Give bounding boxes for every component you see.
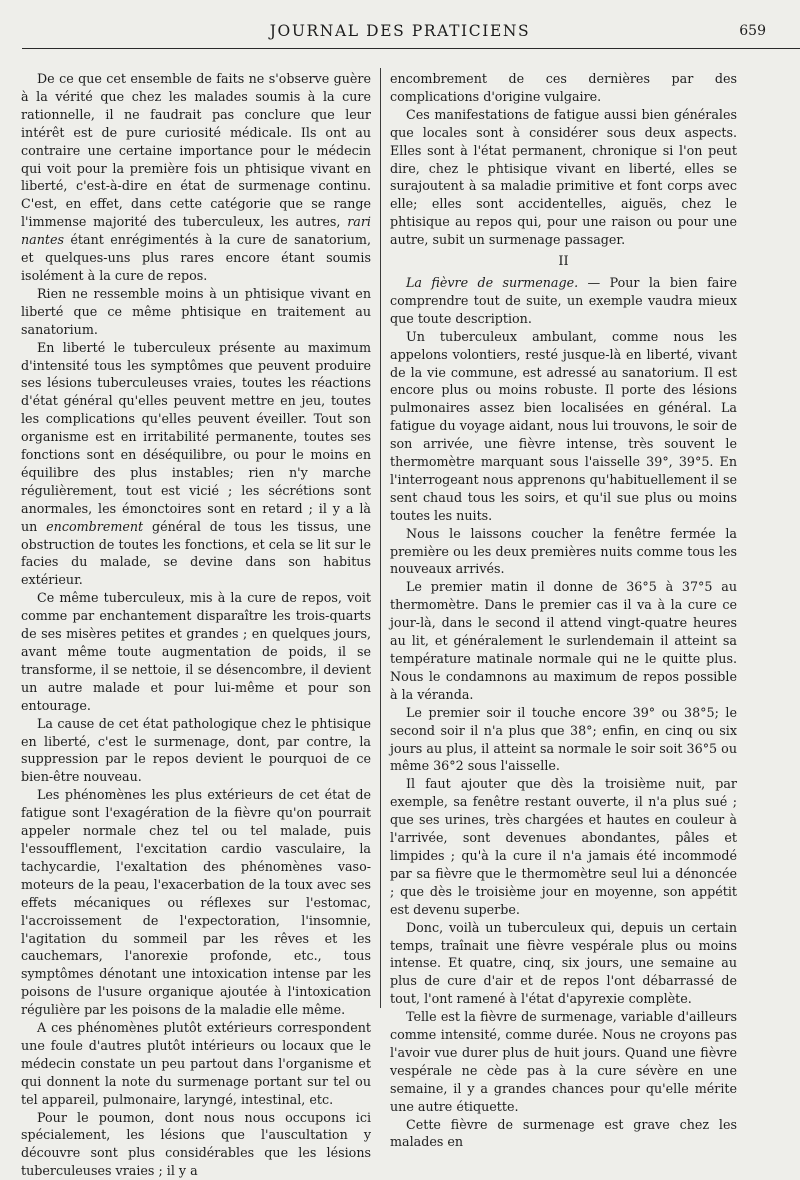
section-title: La fièvre de surmenage. [406, 274, 579, 290]
paragraph: Les phénomènes les plus extérieurs de cet état de fatigue sont l'exagération de la fièvre qu'on pourrait appeler normale chez tel ou tel malade, puis l'essoufflement, l'excitation cardio vasculaire, la tachycardie, l'exaltation des phénomènes vaso-moteurs de la peau, l'exacerbation de la toux avec ses effets mécaniques ou réflexes sur l'estomac, l'accroissement de l'expectoration, l'insomnie, l'agitation du sommeil par les rêves et les cauchemars, l'anorexie profonde, etc., tous symptômes dénotant une intoxication intense par les poisons de l'usure organique ajoutée à l'intoxication régulière par les poisons de la maladie elle même. [21, 787, 371, 1018]
page-header [0, 14, 800, 54]
paragraph: Un tuberculeux ambulant, comme nous les appelons volontiers, resté jusque-là en liberté, vivant de la vie commune, est adressé au sanatorium. Il est encore plus ou moins robuste. Il porte des lésions pulmonaires assez bien localisées en général. La fatigue du voyage aidant, nous lui trouvons, le soir de son arrivée, une fièvre intense, très souvent le thermomètre marquant sous l'aisselle 39°, 39°5. En l'interrogeant nous apprenons qu'habituellement il se sent chaud tous les soirs, et qu'il sue plus ou moins toutes les nuits. [390, 328, 737, 523]
paragraph: Il faut ajouter que dès la troisième nuit, par exemple, sa fenêtre restant ouverte, il n'a plus sué ; que ses urines, très chargées et hautes en couleur à l'arrivée, sont devenues abondantes, pâles et limpides ; qu'à la cure il n'a jamais été incommodé par sa fièvre que le thermomètre seul lui a dénoncée ; que dès le troisième jour en moyenne, son appétit est devenu superbe. [390, 776, 737, 917]
header-rule [22, 48, 800, 49]
paragraph-text: De ce que cet ensemble de faits ne s'observe guère à la vérité que chez les malades soumis à la cure rationnelle, il ne faudrait pas conclure que leur intérêt est de pure curiosité médicale. Ils ont au contraire une certaine importance pour le médecin qui voit pour la première fois un phtisique vivant en liberté, c'est-à-dire en état de surmenage continu. C'est, en effet, dans cette catégorie que se range l'immense majorité des tuberculeux, les autres, [21, 71, 371, 230]
paragraph: Nous le laissons coucher la fenêtre fermée la première ou les deux premières nuits comme tous les nouveaux arrivés. [390, 525, 737, 577]
paragraph: Rien ne ressemble moins à un phtisique vivant en liberté que ce même phtisique en traitement au sanatorium. [21, 285, 371, 337]
paragraph: Ces manifestations de fatigue aussi bien générales que locales sont à considérer sous deux aspects. Elles sont à l'état permanent, chronique si l'on peut dire, chez le phtisique vivant en liberté, elles se surajoutent à sa maladie primitive et font corps avec elle; elles sont accidentelles, aiguës, chez le phtisique au repos qui, pour une raison ou pour une autre, subit un surmenage passager. [390, 106, 737, 248]
paragraph: encombrement de ces dernières par des complications d'origine vulgaire. [390, 71, 737, 104]
italic-term: rari nantes [21, 214, 371, 248]
paragraph: Pour le poumon, dont nous nous occupons ici spécialement, les lésions que l'auscultation y découvre sont plus considérables que les lésions tuberculeuses vraies ; il y a [21, 1109, 371, 1179]
paragraph: Donc, voilà un tuberculeux qui, depuis un certain temps, traînait une fièvre vespérale plus ou moins intense. Et quatre, cinq, six jours, une semaine au plus de cure d'air et de repos l'ont débarrassé de tout, l'ont ramené à l'état d'apyrexie complète. [390, 919, 737, 1007]
paragraph-text: En liberté le tuberculeux présente au maximum d'intensité tous les symptômes que peuvent produire ses lésions tuberculeuses vraies, toutes les réactions d'état général qu'elles peuvent mettre en jeu, toutes les complications qu'elles peuvent éveiller. Tout son organisme est en irritabilité permanente, toutes ses fonctions sont en déséquilibre, ou pour le moins en équilibre des plus instables; rien n'y marche régulièrement, tout est vicié ; les sécrétions sont anormales, les émonctoires sont en retard ; il y a là un [21, 339, 371, 534]
right-column [390, 70, 737, 1151]
paragraph: La cause de cet état pathologique chez le phtisique en liberté, c'est le surmenage, dont, par contre, la suppression par le repos devient le pourquoi de ce bien-être nouveau. [21, 715, 371, 785]
paragraph: Ce même tuberculeux, mis à la cure de repos, voit comme par enchantement disparaître les trois-quarts de ses misères petites et grandes ; en quelques jours, avant même toute augmentation de poids, il se transforme, il se nettoie, il se désencombre, il devient un autre malade et pour lui-même et pour son entourage. [21, 590, 371, 713]
paragraph: A ces phénomènes plutôt extérieurs correspondent une foule d'autres plutôt intérieurs ou locaux que le médecin constate un peu partout dans l'organisme et qui donnent la note du surmenage portant sur tel ou tel appareil, pulmonaire, laryngé, intestinal, etc. [21, 1020, 371, 1107]
paragraph: Le premier soir il touche encore 39° ou 38°5; le second soir il n'a plus que 38°; enfin, en cinq ou six jours au plus, il atteint sa normale le soir soit 36°5 ou même 36°2 sous l'aisselle. [390, 704, 737, 774]
paragraph-text: général de tous les tissus, une obstruction de toutes les fonctions, et cela se lit sur le facies du malade, se devine dans son habitus extérieur. [21, 518, 371, 588]
paragraph [390, 274, 737, 328]
paragraph: Telle est la fièvre de surmenage, variable d'ailleurs comme intensité, comme durée. Nous ne croyons pas l'avoir vue durer plus de huit jours. Quand une fièvre vespérale ne cède pas à la cure sévère en une semaine, il y a grandes chances pour qu'elle mérite une autre étiquette. [390, 1009, 737, 1114]
paragraph-text: étant enrégimentés à la cure de sanatorium, et quelques-uns plus rares encore étant soumis isolément à la cure de repos. [21, 232, 371, 283]
italic-term: encombrement [46, 518, 144, 534]
page-number: 659 [739, 23, 766, 39]
left-column [21, 70, 371, 1180]
paragraph: Cette fièvre de surmenage est grave chez les malades en [390, 1116, 737, 1150]
journal-title: JOURNAL DES PRATICIENS [269, 22, 531, 40]
paragraph: Le premier matin il donne de 36°5 à 37°5 au thermomètre. Dans le premier cas il va à la cure ce jour-là, dans le second il attend vingt-quatre heures au lit, et généralement le surlendemain il atteint sa température matinale normale qui ne le quitte plus. Nous le condamnons au maximum de repos possible à la véranda. [390, 579, 737, 702]
paragraph-text: — Pour la bien faire comprendre tout de suite, un exemple vaudra mieux que toute description. [390, 274, 737, 326]
section-number: II [558, 254, 569, 270]
paragraph [21, 339, 371, 590]
paragraph [21, 70, 371, 285]
column-divider [380, 68, 381, 1008]
